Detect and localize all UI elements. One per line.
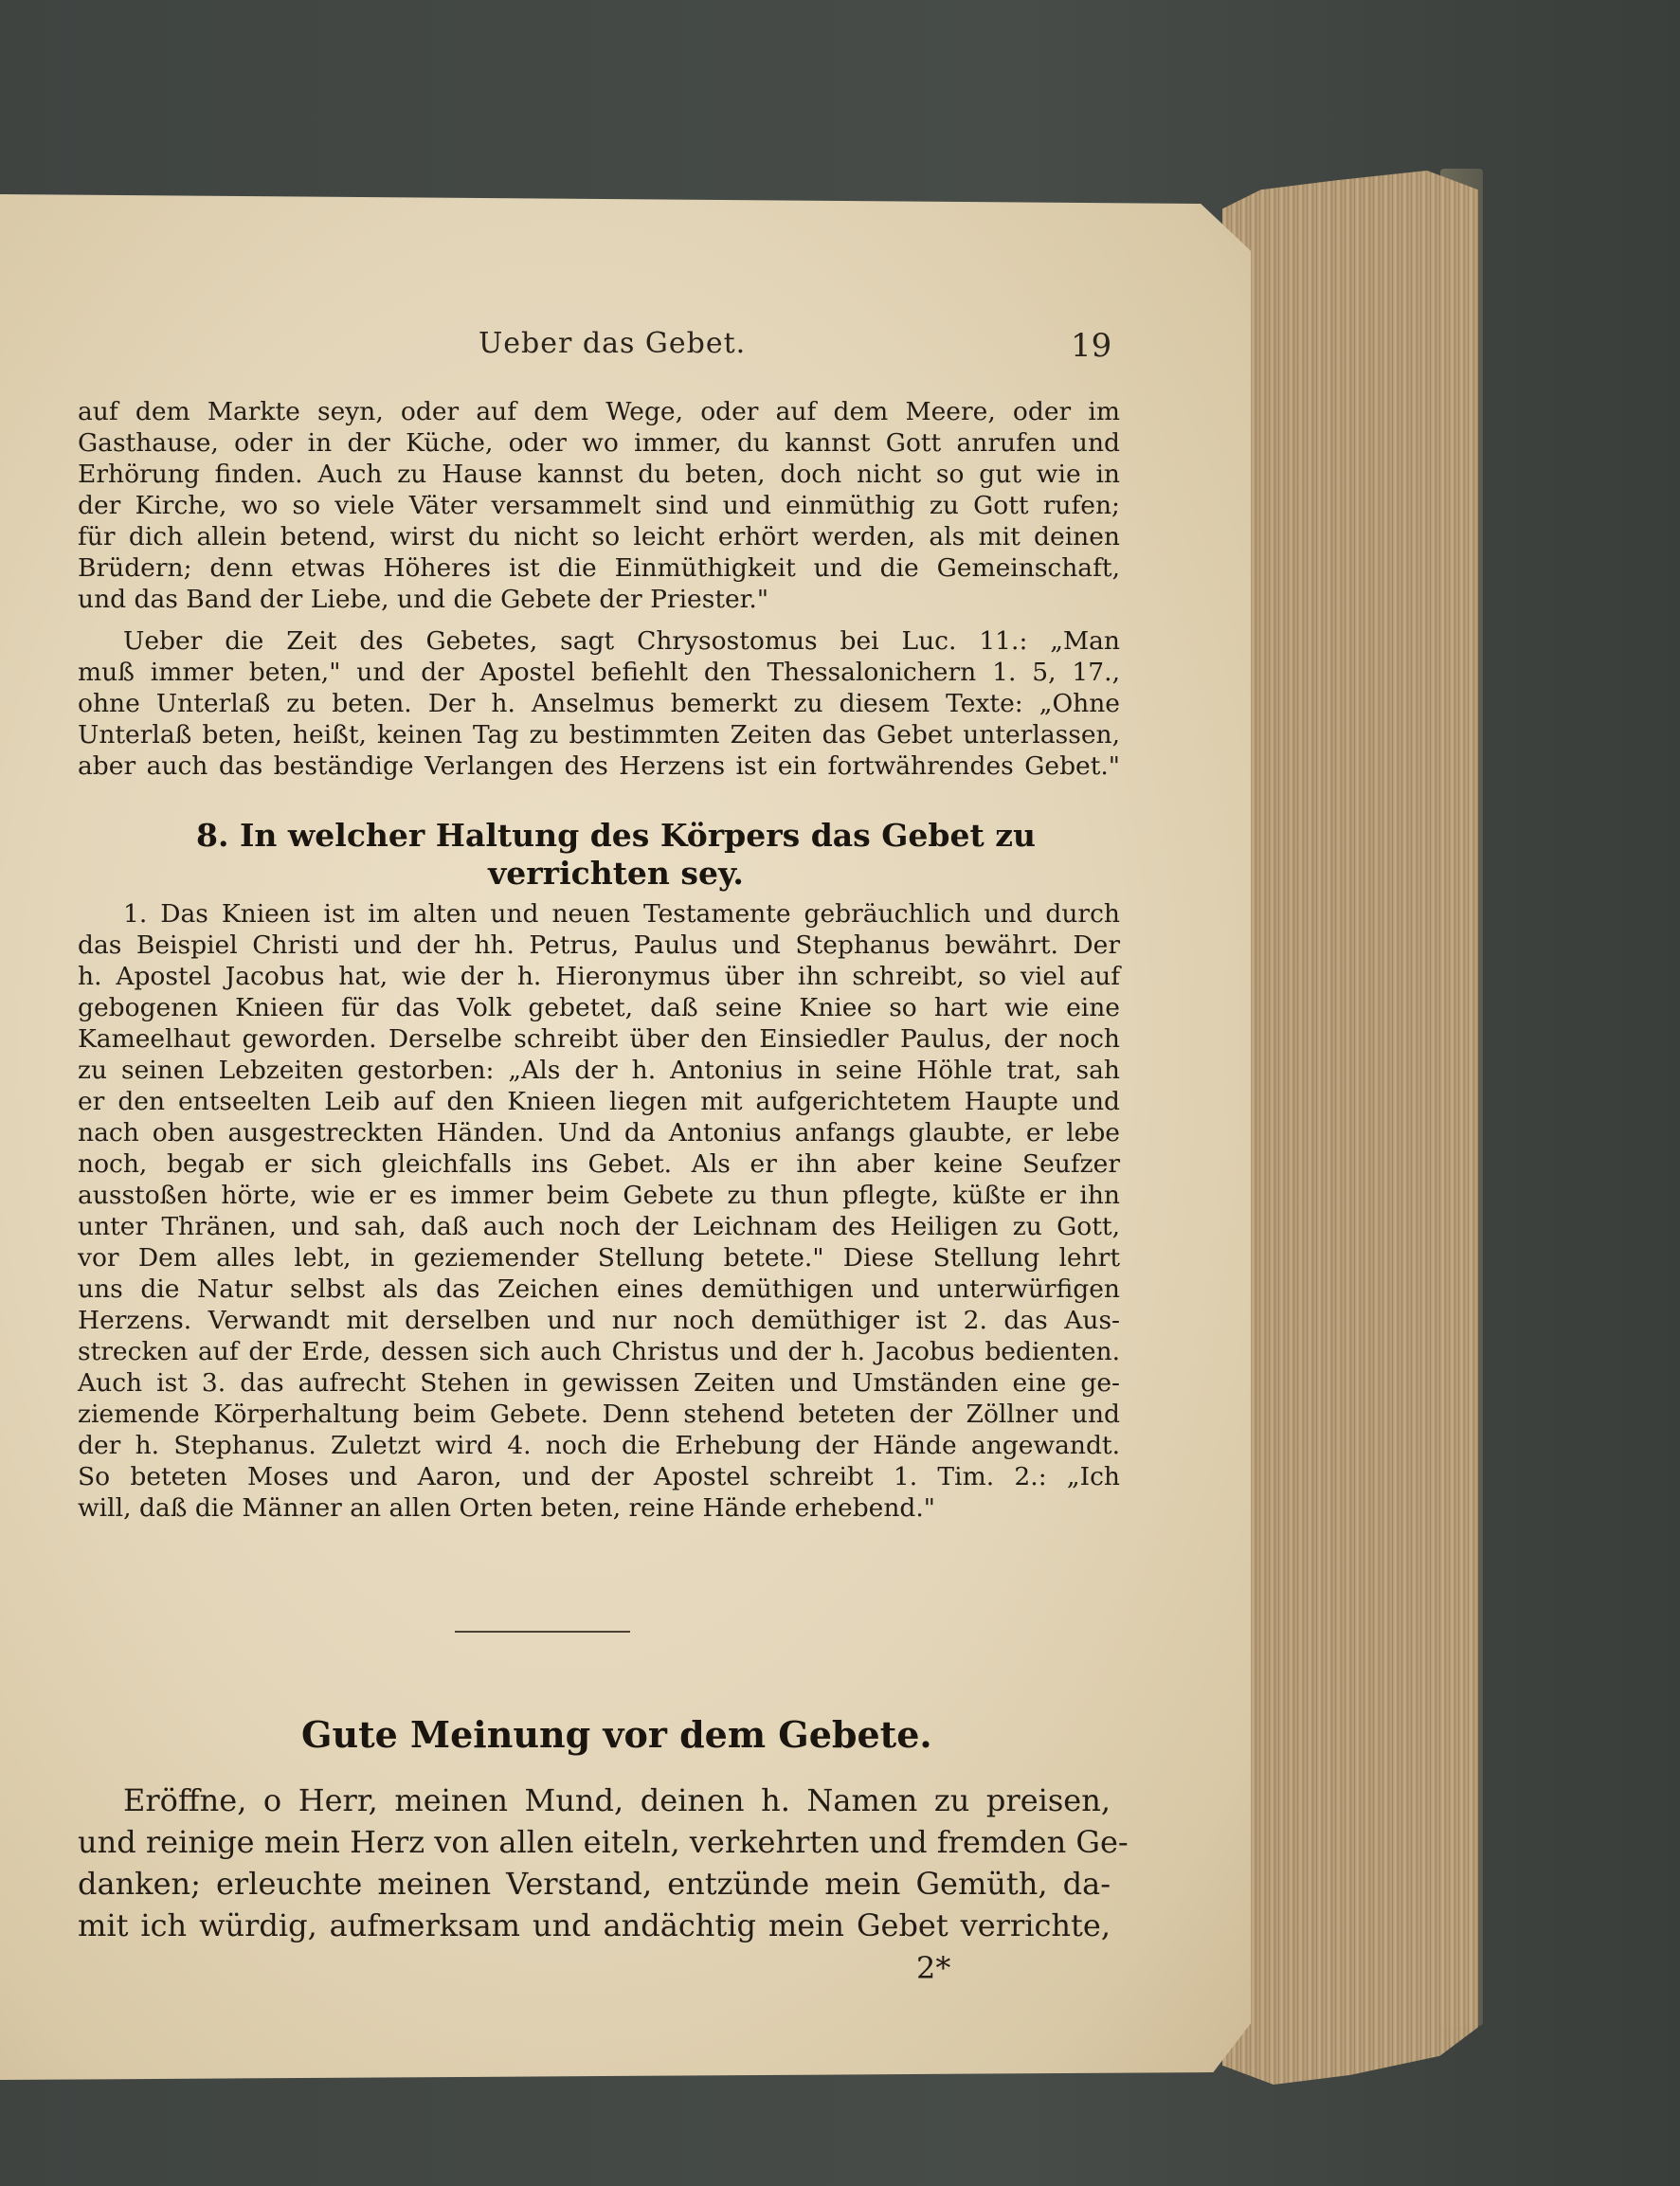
section-divider: [455, 1631, 630, 1633]
page-edges: [1222, 171, 1478, 2085]
text-line: 1. Das Knieen ist im alten und neuen Testamente gebräuchlich und durch: [123, 899, 1120, 929]
prayer-line: und reinige mein Herz von allen eiteln, verkehrten und fremden Ge-: [78, 1824, 1129, 1860]
text-line: er den entseelten Leib auf den Knieen liegen mit aufgerichtetem Haupte und: [78, 1087, 1120, 1116]
text-line: Ueber die Zeit des Gebetes, sagt Chrysostomus bei Luc. 11.: „Man: [123, 626, 1120, 656]
text-line: Kameelhaut geworden. Derselbe schreibt über den Einsiedler Paulus, der noch: [78, 1024, 1120, 1054]
text-line: aber auch das beständige Verlangen des Herzens ist ein fortwährendes Gebet.": [78, 751, 1120, 781]
text-line: will, daß die Männer an allen Orten beten, reine Hände erhebend.": [78, 1493, 935, 1523]
text-line: muß immer beten," und der Apostel befiehlt den Thessalonichern 1. 5, 17.,: [78, 658, 1120, 687]
text-line: zu seinen Lebzeiten gestorben: „Als der h. Antonius in seine Höhle trat, sah: [78, 1056, 1120, 1085]
text-line: vor Dem alles lebt, in geziemender Stellung betete." Diese Stellung lehrt: [78, 1243, 1120, 1273]
text-line: ausstoßen hörte, wie er es immer beim Gebete zu thun pflegte, küßte er ihn: [78, 1181, 1120, 1210]
text-line: Unterlaß beten, heißt, keinen Tag zu bestimmten Zeiten das Gebet unterlassen,: [78, 720, 1120, 750]
text-line: auf dem Markte seyn, oder auf dem Wege, oder auf dem Meere, oder im: [78, 397, 1120, 426]
section-heading-continued: verrichten sey.: [488, 855, 744, 892]
signature-mark: 2*: [916, 1950, 951, 1986]
page-number: 19: [1071, 327, 1112, 365]
section-heading: 8. In welcher Haltung des Körpers das Gebet zu: [196, 817, 1036, 854]
prayer-title: Gute Meinung vor dem Gebete.: [301, 1713, 932, 1756]
prayer-line: danken; erleuchte meinen Verstand, entzünde mein Gemüth, da-: [78, 1866, 1111, 1902]
text-line: gebogenen Knieen für das Volk gebetet, daß seine Kniee so hart wie eine: [78, 993, 1120, 1022]
text-line: ziemende Körperhaltung beim Gebete. Denn stehend beteten der Zöllner und: [78, 1400, 1120, 1429]
text-line: unter Thränen, und sah, daß auch noch der Leichnam des Heiligen zu Gott,: [78, 1212, 1120, 1241]
text-line: noch, begab er sich gleichfalls ins Gebet. Als er ihn aber keine Seufzer: [78, 1149, 1120, 1179]
text-line: strecken auf der Erde, dessen sich auch Christus und der h. Jacobus bedienten.: [78, 1337, 1120, 1366]
text-line: das Beispiel Christi und der hh. Petrus, Paulus und Stephanus bewährt. Der: [78, 930, 1120, 960]
text-line: Auch ist 3. das aufrecht Stehen in gewissen Zeiten und Umständen eine ge-: [78, 1368, 1120, 1398]
text-line: Erhörung finden. Auch zu Hause kannst du beten, doch nicht so gut wie in: [78, 460, 1120, 489]
text-line: uns die Natur selbst als das Zeichen eines demüthigen und unterwürfigen: [78, 1274, 1120, 1304]
running-head: Ueber das Gebet.: [479, 327, 747, 360]
text-line: ohne Unterlaß zu beten. Der h. Anselmus bemerkt zu diesem Texte: „Ohne: [78, 689, 1120, 718]
prayer-line: mit ich würdig, aufmerksam und andächtig mein Gebet verrichte,: [78, 1907, 1111, 1943]
text-line: der h. Stephanus. Zuletzt wird 4. noch die Erhebung der Hände angewandt.: [78, 1431, 1120, 1460]
text-line: Herzens. Verwandt mit derselben und nur noch demüthiger ist 2. das Aus-: [78, 1306, 1120, 1335]
text-line: h. Apostel Jacobus hat, wie der h. Hieronymus über ihn schreibt, so viel auf: [78, 962, 1120, 991]
text-line: Brüdern; denn etwas Höheres ist die Einmüthigkeit und die Gemeinschaft,: [78, 553, 1120, 583]
text-line: der Kirche, wo so viele Väter versammelt sind und einmüthig zu Gott rufen;: [78, 491, 1120, 520]
text-line: So beteten Moses und Aaron, und der Apostel schreibt 1. Tim. 2.: „Ich: [78, 1462, 1120, 1491]
text-line: Gasthause, oder in der Küche, oder wo immer, du kannst Gott anrufen und: [78, 428, 1120, 458]
text-line: für dich allein betend, wirst du nicht so leicht erhört werden, als mit deinen: [78, 522, 1120, 551]
text-line: und das Band der Liebe, und die Gebete der Priester.": [78, 585, 769, 614]
text-line: nach oben ausgestreckten Händen. Und da Antonius anfangs glaubte, er lebe: [78, 1118, 1120, 1147]
prayer-line: Eröffne, o Herr, meinen Mund, deinen h. Namen zu preisen,: [123, 1782, 1111, 1818]
